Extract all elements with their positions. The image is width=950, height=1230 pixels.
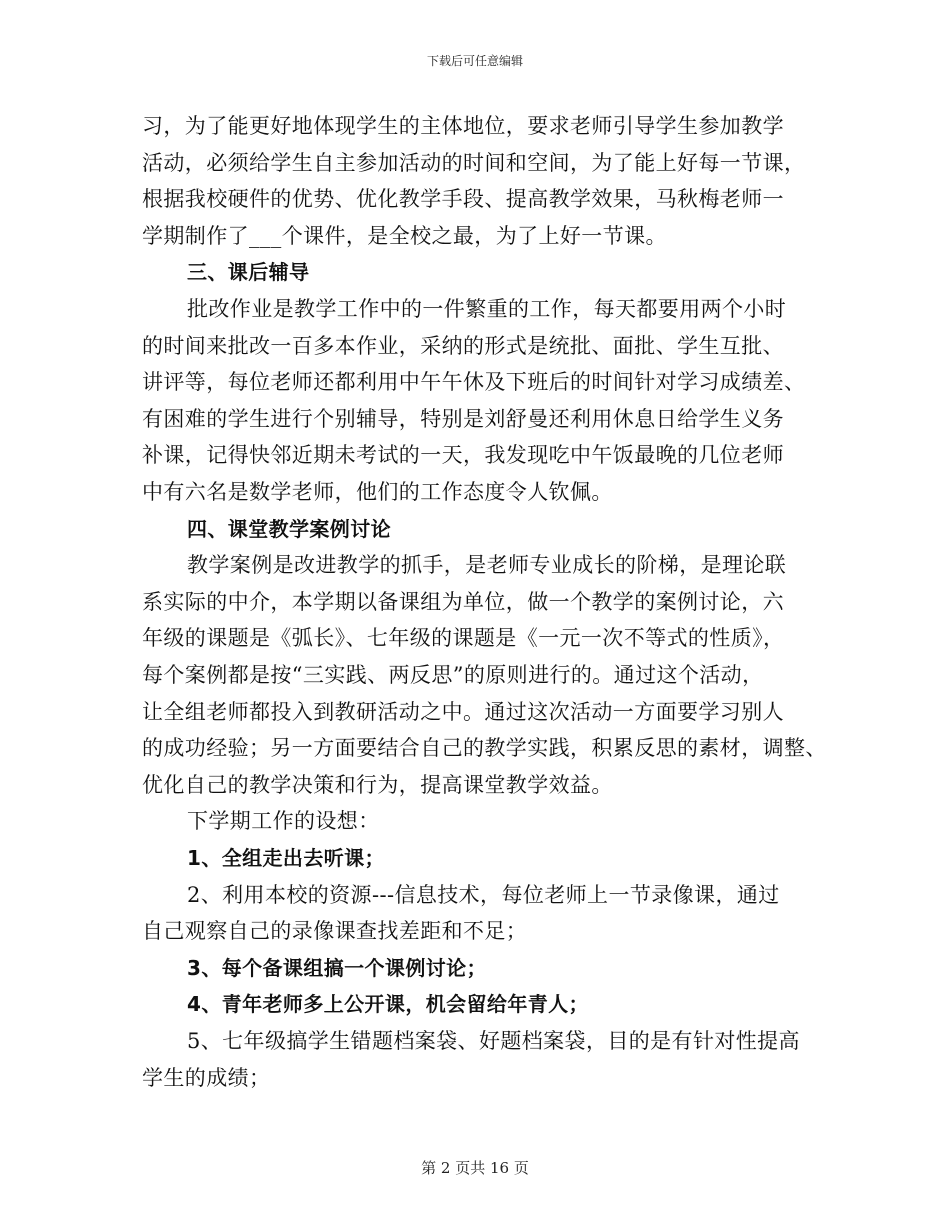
paragraph-line: 中有六名是数学老师，他们的工作态度令人钦佩。 [142, 480, 613, 504]
paragraph-line: 补课，记得快邻近期未考试的一天，我发现吃中午饭最晚的几位老师 [142, 443, 784, 468]
paragraph-line: 自己观察自己的录像课查找差距和不足； [142, 919, 528, 944]
page-header: 下载后可任意编辑 [426, 54, 523, 68]
paragraph-line: 习，为了能更好地体现学生的主体地位，要求老师引导学生参加教学 [142, 114, 784, 138]
paragraph-line: 优化自己的教学决策和行为，提高课堂教学效益。 [142, 772, 613, 797]
paragraph-line: 根据我校硬件的优势、优化教学手段、提高教学效果，马秋梅老师一 [142, 187, 784, 212]
paragraph-line: 学期制作了___个课件，是全校之最，为了上好一节课。 [142, 223, 667, 248]
paragraph-line: 每个案例都是按“三实践、两反思”的原则进行的。通过这个活动， [142, 663, 764, 687]
paragraph-line: 教学案例是改进教学的抓手，是老师专业成长的阶梯，是理论联 [187, 553, 787, 578]
paragraph-line: 让全组老师都投入到教研活动之中。通过这次活动一方面要学习别人 [142, 699, 784, 724]
section-heading: 1、全组走出去听课； [187, 846, 385, 870]
page-footer: 第 2 页共 16 页 [421, 1159, 529, 1177]
paragraph-line: 学生的成绩； [142, 1065, 271, 1090]
paragraph-line: 活动，必须给学生自主参加活动的时间和空间，为了能上好每一节课， [142, 150, 806, 175]
paragraph-line: 5、七年级搞学生错题档案袋、好题档案袋，目的是有针对性提高 [187, 1029, 800, 1053]
paragraph-line: 年级的课题是《弧长》、七年级的课题是《一元一次不等式的性质》， [142, 626, 785, 651]
section-heading: 四、课堂教学案例讨论 [187, 516, 391, 541]
paragraph-line: 下学期工作的设想： [187, 809, 380, 834]
section-heading: 4、青年老师多上公开课，机会留给年青人； [187, 992, 589, 1017]
paragraph-line: 批改作业是教学工作中的一件繁重的工作，每天都要用两个小时 [187, 297, 787, 321]
paragraph-line: 2、利用本校的资源---信息技术，每位老师上一节录像课，通过 [187, 882, 780, 907]
paragraph-line: 有困难的学生进行个别辅导，特别是刘舒曼还利用休息日给学生义务 [142, 406, 784, 431]
paragraph-line: 讲评等，每位老师还都利用中午午休及下班后的时间针对学习成绩差、 [142, 370, 806, 395]
section-heading: 3、每个备课组搞一个课例讨论； [187, 955, 487, 980]
section-heading: 三、课后辅导 [187, 260, 310, 285]
paragraph-line: 的成功经验；另一方面要结合自己的教学实践，积累反思的素材，调整、 [142, 736, 827, 761]
paragraph-line: 的时间来批改一百多本作业，采纳的形式是统批、面批、学生互批、 [142, 333, 784, 358]
paragraph-line: 系实际的中介，本学期以备课组为单位，做一个教学的案例讨论，六 [142, 589, 784, 614]
